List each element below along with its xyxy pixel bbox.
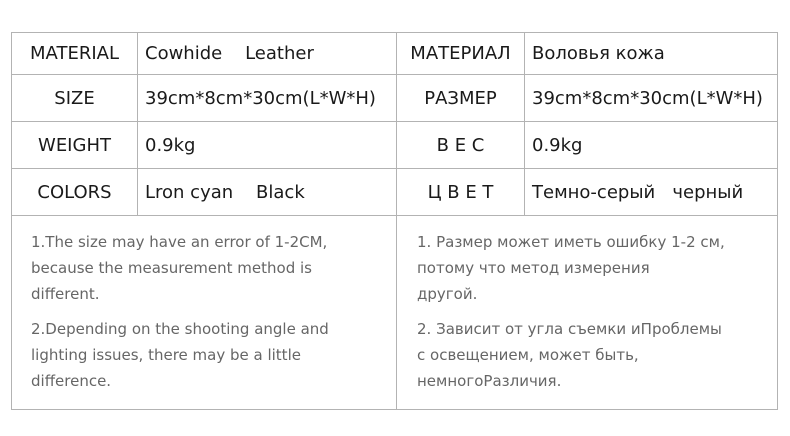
spec-label-colors: COLORS: [37, 181, 112, 203]
spec-table: [11, 32, 778, 410]
spec-label-size: SIZE: [54, 87, 95, 109]
spec-value-size-ru: 39cm*8cm*30cm(L*W*H): [532, 87, 763, 109]
note-size-error-ru: 1. Размер может иметь ошибку 1-2 см, потому что метод измерения другой.: [417, 233, 725, 303]
note-size-error: 1.The size may have an error of 1-2CM, because the measurement method is different.: [31, 233, 328, 303]
spec-label-material-ru: МАТЕРИАЛ: [410, 43, 511, 64]
spec-value-size: 39cm*8cm*30cm(L*W*H): [145, 87, 376, 109]
label-column-divider-right: [524, 33, 525, 215]
spec-label-material: MATERIAL: [30, 43, 119, 64]
spec-label-weight: WEIGHT: [38, 134, 111, 156]
spec-value-material-ru: Воловья кожа: [532, 43, 665, 64]
row-divider: [12, 215, 777, 216]
note-shooting-angle-ru: 2. Зависит от угла съемки иПроблемы с освещением, может быть, немногоРазличия.: [417, 320, 722, 390]
spec-label-weight-ru: В Е С: [436, 134, 485, 156]
spec-value-weight-ru: 0.9kg: [532, 134, 583, 156]
spec-label-colors-ru: Ц В Е Т: [427, 181, 494, 203]
spec-value-material: Cowhide Leather: [145, 43, 314, 64]
note-shooting-angle: 2.Depending on the shooting angle and lighting issues, there may be a little difference.: [31, 320, 329, 390]
spec-label-size-ru: РАЗМЕР: [424, 87, 497, 109]
spec-value-weight: 0.9kg: [145, 134, 196, 156]
spec-value-colors: Lron cyan Black: [145, 181, 305, 203]
spec-value-colors-ru: Темно-серый черный: [532, 181, 744, 203]
label-column-divider-left: [137, 33, 138, 215]
